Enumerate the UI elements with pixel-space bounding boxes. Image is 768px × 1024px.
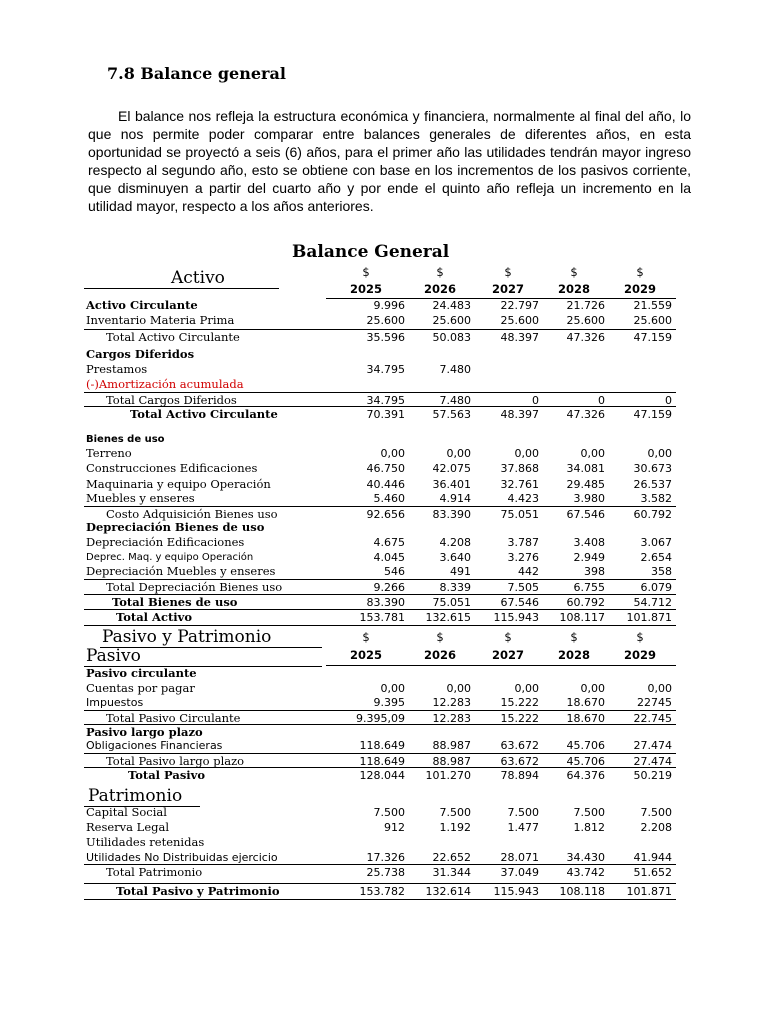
row-value-2027: 28.071 xyxy=(500,851,539,864)
row-value-2027: 25.600 xyxy=(500,314,539,327)
year-label: 2028 xyxy=(557,282,590,296)
year-label: 2026 xyxy=(423,648,456,662)
row-value-2029: 51.652 xyxy=(633,866,672,879)
patrimonio-header: Patrimonio xyxy=(84,786,200,807)
row-value-2026: 25.600 xyxy=(432,314,471,327)
row-value-2029: 6.079 xyxy=(640,581,672,594)
row-value-2025: 0,00 xyxy=(380,682,405,695)
row-value-2029: 22745 xyxy=(637,696,672,709)
table-row xyxy=(84,406,676,422)
row-label: Utilidades No Distribuidas ejercicio xyxy=(86,851,278,864)
row-label: Total Bienes de uso xyxy=(112,595,238,609)
row-value-2026: 491 xyxy=(450,565,471,578)
year-label: 2028 xyxy=(557,648,590,662)
row-value-2027: 115.943 xyxy=(493,611,539,624)
currency-symbol: $ xyxy=(504,265,512,279)
pasivo-patrimonio-header: Pasivo y Patrimonio xyxy=(100,627,322,648)
row-value-2028: 45.706 xyxy=(566,739,605,752)
row-label: Impuestos xyxy=(86,696,144,709)
row-value-2028: 3.980 xyxy=(573,492,605,505)
table-row xyxy=(84,738,676,753)
row-label: Reserva Legal xyxy=(86,820,170,834)
intro-paragraph xyxy=(88,107,691,215)
row-value-2028: 64.376 xyxy=(566,769,605,782)
row-label: Utilidades retenidas xyxy=(86,835,205,849)
row-value-2025: 9.395 xyxy=(373,696,405,709)
row-value-2025: 25.600 xyxy=(366,314,405,327)
row-value-2027: 442 xyxy=(518,565,539,578)
row-value-2025: 46.750 xyxy=(366,462,405,475)
row-label: Bienes de uso xyxy=(86,434,165,445)
row-label: Construcciones Edificaciones xyxy=(86,461,258,475)
row-value-2029: 7.500 xyxy=(640,806,672,819)
row-value-2029: 101.871 xyxy=(626,885,672,898)
row-value-2028: 3.408 xyxy=(573,536,605,549)
table-row xyxy=(84,298,676,313)
table-row xyxy=(84,362,676,377)
row-value-2026: 12.283 xyxy=(432,712,471,725)
row-value-2027: 15.222 xyxy=(500,696,539,709)
row-value-2025: 25.738 xyxy=(366,866,405,879)
table-row xyxy=(84,491,676,506)
row-value-2029: 27.474 xyxy=(633,739,672,752)
row-value-2025: 9.266 xyxy=(373,581,405,594)
row-value-2027: 67.546 xyxy=(500,596,539,609)
row-value-2025: 83.390 xyxy=(366,596,405,609)
section-heading: 7.8 Balance general xyxy=(107,64,286,83)
currency-symbol: $ xyxy=(570,265,578,279)
row-value-2029: 54.712 xyxy=(633,596,672,609)
activo-header: Activo xyxy=(84,268,279,289)
row-label: Inventario Materia Prima xyxy=(86,313,235,327)
row-value-2027: 15.222 xyxy=(500,712,539,725)
row-value-2028: 21.726 xyxy=(566,299,605,312)
table-row xyxy=(84,609,676,626)
table-row xyxy=(84,579,676,595)
row-label: Maquinaria y equipo Operación xyxy=(86,477,271,491)
row-value-2029: 3.067 xyxy=(640,536,672,549)
row-value-2025: 35.596 xyxy=(366,331,405,344)
row-value-2026: 88.987 xyxy=(432,755,471,768)
row-value-2028: 34.430 xyxy=(566,851,605,864)
row-value-2028: 29.485 xyxy=(566,478,605,491)
table-row xyxy=(84,835,676,850)
row-value-2028: 6.755 xyxy=(573,581,605,594)
currency-symbol: $ xyxy=(504,630,512,644)
currency-symbol: $ xyxy=(636,630,644,644)
table-row xyxy=(84,461,676,476)
row-value-2029: 47.159 xyxy=(633,331,672,344)
currency-symbol: $ xyxy=(636,265,644,279)
row-label: Depreciación Bienes de uso xyxy=(86,520,265,534)
row-value-2027: 37.868 xyxy=(500,462,539,475)
row-value-2026: 7.480 xyxy=(439,394,471,407)
row-value-2026: 50.083 xyxy=(432,331,471,344)
row-value-2027: 37.049 xyxy=(500,866,539,879)
row-label: Pasivo largo plazo xyxy=(86,725,203,739)
row-value-2028: 398 xyxy=(584,565,605,578)
row-value-2029: 0 xyxy=(665,394,672,407)
row-label: Depreciación Edificaciones xyxy=(86,535,245,549)
row-value-2025: 912 xyxy=(384,821,405,834)
row-value-2029: 3.582 xyxy=(640,492,672,505)
row-value-2028: 43.742 xyxy=(566,866,605,879)
table-row xyxy=(84,805,676,820)
intro-paragraph-text: El balance nos refleja la estructura económica y financiera, normalmente al final del año, lo que nos permite poder comparar entre balances generales de diferentes años, en esta oportunidad se proyectó a seis (6) años, para el primer año las utilidades tendrán mayor ingreso respecto al segundo año, esto se obtiene con base en los incrementos de los pasivos corriente, que disminuyen a partir del cuarto año y por ende el quinto año refleja un incremento en la utilidad mayor, respecto a los años anteriores. xyxy=(88,108,691,214)
year-label: 2025 xyxy=(349,648,382,662)
row-label: Deprec. Maq. y equipo Operación xyxy=(86,552,254,563)
row-value-2026: 4.914 xyxy=(439,492,471,505)
table-row xyxy=(84,329,676,345)
row-value-2029: 358 xyxy=(651,565,672,578)
row-label: Total Pasivo xyxy=(128,768,206,782)
table-row xyxy=(84,377,676,392)
currency-symbol: $ xyxy=(436,265,444,279)
row-value-2028: 108.117 xyxy=(559,611,605,624)
row-value-2028: 60.792 xyxy=(566,596,605,609)
row-value-2025: 153.782 xyxy=(359,885,405,898)
row-value-2028: 67.546 xyxy=(566,508,605,521)
row-value-2026: 101.270 xyxy=(425,769,471,782)
row-label: Total Activo Circulante xyxy=(106,330,240,344)
row-value-2028: 47.326 xyxy=(566,331,605,344)
row-value-2028: 34.081 xyxy=(566,462,605,475)
row-value-2028: 0,00 xyxy=(580,447,605,460)
row-value-2026: 12.283 xyxy=(432,696,471,709)
row-value-2026: 36.401 xyxy=(432,478,471,491)
table-row xyxy=(84,695,676,710)
row-value-2025: 70.391 xyxy=(366,408,405,421)
row-value-2025: 4.675 xyxy=(373,536,405,549)
row-value-2026: 57.563 xyxy=(432,408,471,421)
row-value-2026: 0,00 xyxy=(446,447,471,460)
row-value-2026: 132.614 xyxy=(425,885,471,898)
row-label: Total Depreciación Bienes uso xyxy=(106,580,283,594)
row-value-2026: 31.344 xyxy=(432,866,471,879)
row-label: Muebles y enseres xyxy=(86,491,195,505)
table-row xyxy=(84,313,676,328)
row-value-2026: 7.480 xyxy=(439,363,471,376)
year-label: 2029 xyxy=(623,648,656,662)
table-row xyxy=(84,550,676,565)
row-value-2026: 8.339 xyxy=(439,581,471,594)
table-row xyxy=(84,535,676,550)
row-value-2029: 0,00 xyxy=(647,447,672,460)
row-value-2026: 132.615 xyxy=(425,611,471,624)
row-value-2027: 78.894 xyxy=(500,769,539,782)
row-label: Pasivo circulante xyxy=(86,666,197,680)
row-value-2025: 40.446 xyxy=(366,478,405,491)
row-value-2026: 42.075 xyxy=(432,462,471,475)
table-row xyxy=(84,594,676,610)
row-label: Obligaciones Financieras xyxy=(86,739,223,752)
currency-symbol: $ xyxy=(436,630,444,644)
row-label: Total Activo Circulante xyxy=(130,407,278,421)
row-value-2026: 4.208 xyxy=(439,536,471,549)
row-value-2025: 118.649 xyxy=(359,739,405,752)
row-value-2027: 7.500 xyxy=(507,806,539,819)
table-row xyxy=(84,564,676,579)
row-value-2028: 47.326 xyxy=(566,408,605,421)
row-value-2029: 22.745 xyxy=(633,712,672,725)
table-row xyxy=(84,767,676,783)
row-value-2029: 47.159 xyxy=(633,408,672,421)
row-value-2026: 3.640 xyxy=(439,551,471,564)
row-value-2027: 115.943 xyxy=(493,885,539,898)
row-value-2028: 45.706 xyxy=(566,755,605,768)
row-value-2027: 1.477 xyxy=(507,821,539,834)
currency-symbol: $ xyxy=(570,630,578,644)
row-value-2028: 108.118 xyxy=(559,885,605,898)
row-value-2029: 2.208 xyxy=(640,821,672,834)
row-label: Total Pasivo y Patrimonio xyxy=(116,884,280,898)
row-label: Total Pasivo Circulante xyxy=(106,711,241,725)
row-value-2027: 32.761 xyxy=(500,478,539,491)
row-value-2028: 7.500 xyxy=(573,806,605,819)
row-value-2027: 7.505 xyxy=(507,581,539,594)
row-value-2028: 1.812 xyxy=(573,821,605,834)
table-row xyxy=(84,850,676,865)
table-row xyxy=(84,347,676,362)
row-value-2026: 1.192 xyxy=(439,821,471,834)
year-label: 2025 xyxy=(349,282,382,296)
row-value-2026: 88.987 xyxy=(432,739,471,752)
row-value-2029: 41.944 xyxy=(633,851,672,864)
row-value-2029: 2.654 xyxy=(640,551,672,564)
table-row xyxy=(84,520,676,535)
table-row xyxy=(84,666,676,681)
row-value-2029: 21.559 xyxy=(633,299,672,312)
row-value-2025: 9.996 xyxy=(373,299,405,312)
row-label: Activo Circulante xyxy=(86,298,198,312)
row-label: Total Activo xyxy=(116,610,193,624)
row-value-2029: 60.792 xyxy=(633,508,672,521)
row-value-2027: 63.672 xyxy=(500,739,539,752)
table-row xyxy=(84,681,676,696)
row-value-2025: 17.326 xyxy=(366,851,405,864)
row-label: Capital Social xyxy=(86,805,167,819)
row-value-2025: 118.649 xyxy=(359,755,405,768)
year-label: 2027 xyxy=(491,282,524,296)
currency-symbol: $ xyxy=(362,630,370,644)
row-label: Total Cargos Diferidos xyxy=(106,393,237,407)
row-value-2027: 0 xyxy=(532,394,539,407)
row-label: Prestamos xyxy=(86,362,148,376)
row-value-2029: 101.871 xyxy=(626,611,672,624)
row-label: Total Patrimonio xyxy=(106,865,203,879)
row-value-2027: 63.672 xyxy=(500,755,539,768)
row-value-2029: 25.600 xyxy=(633,314,672,327)
row-value-2028: 0,00 xyxy=(580,682,605,695)
row-value-2029: 26.537 xyxy=(633,478,672,491)
row-value-2025: 34.795 xyxy=(366,363,405,376)
row-label: (-)Amortización acumulada xyxy=(86,377,244,391)
year-label: 2027 xyxy=(491,648,524,662)
row-value-2028: 2.949 xyxy=(573,551,605,564)
row-label: Cuentas por pagar xyxy=(86,681,195,695)
row-value-2028: 18.670 xyxy=(566,712,605,725)
row-value-2027: 48.397 xyxy=(500,331,539,344)
row-value-2027: 3.276 xyxy=(507,551,539,564)
row-value-2025: 4.045 xyxy=(373,551,405,564)
row-value-2029: 0,00 xyxy=(647,682,672,695)
row-value-2027: 22.797 xyxy=(500,299,539,312)
row-value-2027: 4.423 xyxy=(507,492,539,505)
row-value-2027: 0,00 xyxy=(514,682,539,695)
table-row xyxy=(84,432,676,447)
row-value-2028: 0 xyxy=(598,394,605,407)
year-label: 2026 xyxy=(423,282,456,296)
row-label: Total Pasivo largo plazo xyxy=(106,754,245,768)
row-value-2026: 83.390 xyxy=(432,508,471,521)
table-row xyxy=(84,820,676,835)
row-value-2027: 75.051 xyxy=(500,508,539,521)
row-value-2025: 153.781 xyxy=(359,611,405,624)
row-value-2025: 34.795 xyxy=(366,394,405,407)
row-label: Terreno xyxy=(86,446,132,460)
table-row xyxy=(84,477,676,492)
row-value-2025: 9.395,09 xyxy=(356,712,405,725)
row-value-2025: 7.500 xyxy=(373,806,405,819)
row-value-2026: 75.051 xyxy=(432,596,471,609)
row-value-2028: 18.670 xyxy=(566,696,605,709)
row-label: Costo Adquisición Bienes uso xyxy=(106,507,278,521)
table-title-text: Balance General xyxy=(292,242,450,262)
row-value-2025: 0,00 xyxy=(380,447,405,460)
row-label: Cargos Diferidos xyxy=(86,347,195,361)
table-row xyxy=(84,883,676,900)
row-value-2029: 27.474 xyxy=(633,755,672,768)
row-value-2027: 0,00 xyxy=(514,447,539,460)
row-value-2029: 30.673 xyxy=(633,462,672,475)
row-value-2027: 48.397 xyxy=(500,408,539,421)
row-value-2026: 7.500 xyxy=(439,806,471,819)
row-value-2026: 0,00 xyxy=(446,682,471,695)
row-value-2026: 22.652 xyxy=(432,851,471,864)
row-label: Depreciación Muebles y enseres xyxy=(86,564,276,578)
row-value-2025: 5.460 xyxy=(373,492,405,505)
row-value-2029: 50.219 xyxy=(633,769,672,782)
pasivo-header: Pasivo xyxy=(84,646,322,667)
row-value-2026: 24.483 xyxy=(432,299,471,312)
row-value-2025: 546 xyxy=(384,565,405,578)
table-row xyxy=(84,864,676,880)
table-row xyxy=(84,446,676,461)
row-value-2025: 92.656 xyxy=(366,508,405,521)
row-value-2027: 3.787 xyxy=(507,536,539,549)
row-value-2025: 128.044 xyxy=(359,769,405,782)
currency-symbol: $ xyxy=(362,265,370,279)
row-value-2028: 25.600 xyxy=(566,314,605,327)
year-label: 2029 xyxy=(623,282,656,296)
